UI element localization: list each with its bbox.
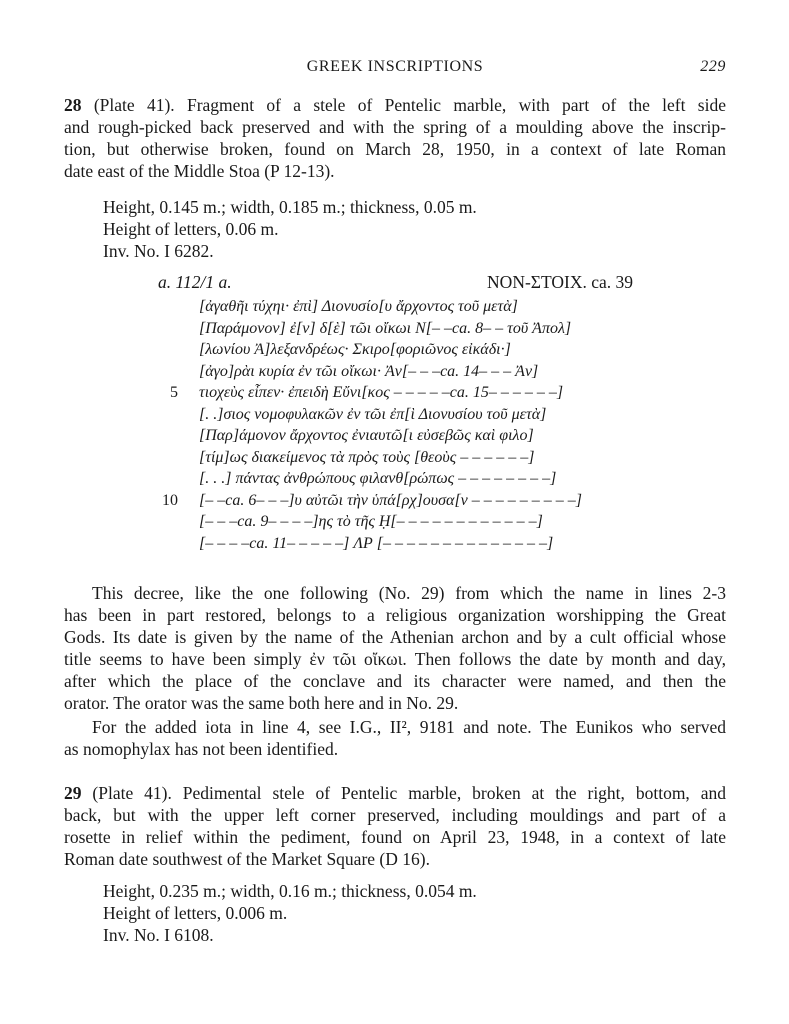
line-text: [– – –ca. 9– – – –]ης τὸ τῆς Ḥ[– – – – – – – – – – – –] xyxy=(199,513,543,530)
inscription-line xyxy=(158,382,598,404)
inscription-line xyxy=(158,318,598,340)
line-text: [τίμ]ως διακείμενος τὰ πρὸς τοὺς [θεοὺς – – – – – –] xyxy=(199,448,535,466)
inscription-line xyxy=(158,468,598,490)
line-text: [λωνίου Ἀ]λεξανδρέως· Σκιρο[φοριῶνος εἰκάδι·] xyxy=(199,341,511,358)
entry-28-description xyxy=(64,94,726,182)
commentary-line: This decree, like the one following (No. 29) from which the name in lines 2-3 xyxy=(92,583,726,603)
inscription-line xyxy=(158,361,598,383)
entry-28-line-4: date east of the Middle Stoa (P 12-13). xyxy=(64,161,335,181)
line-text: [. .]σιος νομοφυλακῶν ἐν τῶι ἐπ[ὶ Διονυσίου τοῦ μετὰ] xyxy=(199,405,547,423)
entry-28-dimensions: Height, 0.145 m.; width, 0.185 m.; thickness, 0.05 m. xyxy=(103,197,477,217)
line-text: [– –ca. 6– – –]υ αὐτῶι τὴν ὑπά[ρχ]ουσα[ν – – – – – – – – –] xyxy=(199,491,582,509)
entry-28-measurements xyxy=(103,196,663,262)
line-text: [. . .] πάντας ἀνθρώπους φιλανθ[ρώπως – – – – – – – –] xyxy=(199,470,557,487)
entry-29-dimensions: Height, 0.235 m.; width, 0.16 m.; thickness, 0.054 m. xyxy=(103,881,477,901)
line-number: 10 xyxy=(162,491,178,509)
commentary-paragraph-1 xyxy=(64,582,726,714)
entry-29-letter-height: Height of letters, 0.006 m. xyxy=(103,903,288,923)
line-text: [Παράμονον] ἐ[ν] δ[ὲ] τῶι οἴκωι Ν[– –ca. 8– – τοῦ Ἀπολ] xyxy=(199,319,572,337)
entry-29-line-1: 29 (Plate 41). Pedimental stele of Pentelic marble, broken at the right, bottom, and xyxy=(64,783,726,803)
entry-28-letter-height: Height of letters, 0.06 m. xyxy=(103,219,279,239)
inscription-line xyxy=(158,511,598,533)
entry-29-inventory: Inv. No. I 6108. xyxy=(103,925,214,945)
entry-29-line-4: Roman date southwest of the Market Square (D 16). xyxy=(64,849,430,869)
inscription-stoich: NON-ΣΤΟΙΧ. ca. 39 xyxy=(487,272,633,292)
line-text: [ἀγαθῆι τύχηι· ἐπὶ] Διονυσίο[υ ἄρχοντος τοῦ μετὰ] xyxy=(199,298,518,315)
commentary-line: as nomophylax has not been identified. xyxy=(64,739,339,759)
entry-28-number: 28 xyxy=(64,95,82,115)
entry-28-inventory: Inv. No. I 6282. xyxy=(103,241,214,261)
line-text: [– – – –ca. 11– – – – –] ΛΡ [– – – – – – – – – – – – – –] xyxy=(199,534,554,552)
entry-28-line-1: 28 (Plate 41). Fragment of a stele of Pentelic marble, with part of the left side xyxy=(64,95,726,115)
entry-29-number: 29 xyxy=(64,783,82,803)
inscription-header xyxy=(158,272,633,294)
entry-29-description xyxy=(64,782,726,870)
commentary-paragraph-2 xyxy=(64,716,726,760)
line-text: τιοχεὺς εἶπεν· ἐπειδὴ Εὔνι[κος – – – – –ca. 15– – – – – –] xyxy=(199,384,564,401)
inscription-line xyxy=(158,533,598,555)
commentary-line: after which the place of the conclave and its character were named, and then the xyxy=(64,671,726,691)
inscription-line xyxy=(158,339,598,361)
line-text: [Παρ]άμονον ἄρχοντος ἐνιαυτῶ[ι εὐσεβῶς καὶ φιλο] xyxy=(199,427,534,444)
entry-29-line-2: back, but with the upper left corner preserved, including mouldings and part of a xyxy=(64,805,726,825)
commentary-line: For the added iota in line 4, see I.G., II², 9181 and note. The Eunikos who served xyxy=(92,717,726,737)
running-title: GREEK INSCRIPTIONS xyxy=(306,58,484,75)
inscription-text xyxy=(158,296,598,554)
commentary-line: Gods. Its date is given by the name of the Athenian archon and by a cult official whose xyxy=(64,627,726,647)
running-head xyxy=(64,58,726,80)
commentary-line: title seems to have been simply ἐν τῶι οἴκωι. Then follows the date by month and day, xyxy=(64,649,726,669)
entry-29-line-3: rosette in relief within the pediment, found on April 23, 1948, in a context of late xyxy=(64,827,726,847)
commentary-line: orator. The orator was the same both here and in No. 29. xyxy=(64,693,459,713)
inscription-line xyxy=(158,425,598,447)
line-number: 5 xyxy=(170,384,178,401)
entry-29-measurements xyxy=(103,880,663,946)
entry-28-line-2: and rough-picked back preserved and with the spring of a moulding above the inscrip- xyxy=(64,117,726,137)
inscription-line xyxy=(158,404,598,426)
line-text: [ἀγο]ρὰι κυρία ἐν τῶι οἴκωι· Ἀν[– – –ca. 14– – – Ἀν] xyxy=(199,362,539,380)
inscription-line xyxy=(158,296,598,318)
inscription-date: a. 112/1 a. xyxy=(158,272,232,292)
inscription-line xyxy=(158,490,598,512)
page-number: 229 xyxy=(700,58,726,75)
inscription-line xyxy=(158,447,598,469)
entry-28-line-3: tion, but otherwise broken, found on March 28, 1950, in a context of late Roman xyxy=(64,139,726,159)
commentary-line: has been in part restored, belongs to a religious organization worshipping the Great xyxy=(64,605,726,625)
